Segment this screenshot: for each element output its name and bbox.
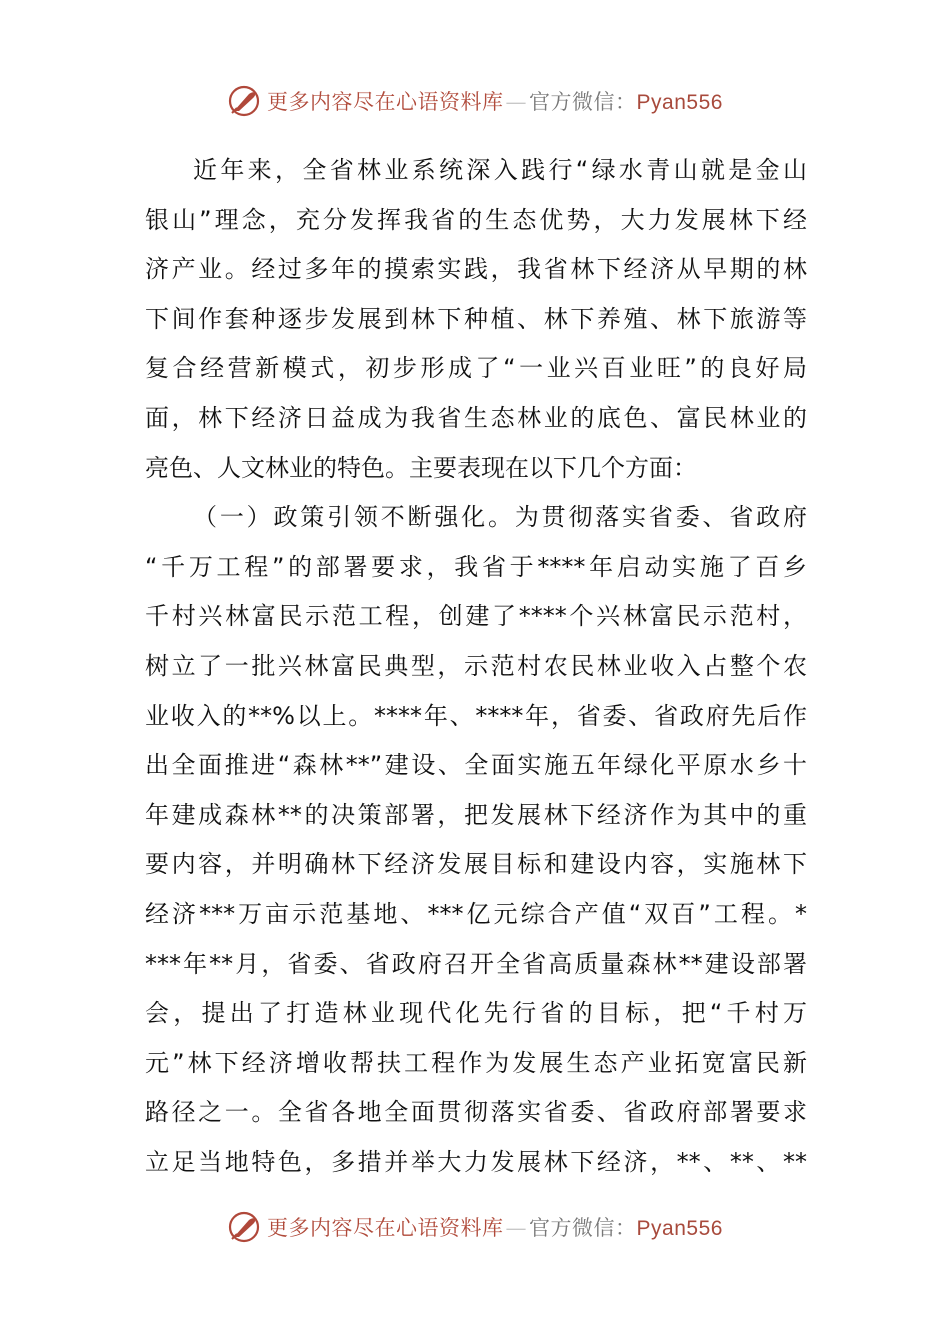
body-line: 出全面推进“森林**”建设、全面实施五年绿化平原水乡十 [145,751,807,780]
body-line: 千村兴林富民示范工程，创建了****个兴林富民示范村， [145,602,807,631]
watermark-text [267,86,723,116]
body-line: 树立了一批兴林富民典型，示范村农民林业收入占整个农 [145,651,807,680]
body-line: 要内容，并明确林下经济发展目标和建设内容，实施林下 [145,850,807,879]
body-line: 经济***万亩示范基地、***亿元综合产值“双百”工程。* [145,899,807,928]
body-line: “千万工程”的部署要求，我省于****年启动实施了百乡 [145,552,807,581]
watermark-brand: 官方微信： [529,1216,637,1240]
body-line: 立足当地特色，多措并举大力发展林下经济，**、**、** [145,1147,807,1176]
watermark-text [267,1212,723,1242]
body-line: 亮色、人文林业的特色。主要表现在以下几个方面： [145,453,697,482]
watermark-id: Pyan556 [636,1217,723,1240]
document-body [145,146,807,1187]
body-line: 近年来，全省林业系统深入践行“绿水青山就是金山 [193,156,807,184]
body-line: 路径之一。全省各地全面贯彻落实省委、省政府部署要求 [145,1098,807,1127]
body-line: 面，林下经济日益成为我省生态林业的底色、富民林业的 [145,403,807,432]
body-line: 年建成森林**的决策部署，把发展林下经济作为其中的重 [145,800,807,829]
body-line: 下间作套种逐步发展到林下种植、林下养殖、林下旅游等 [145,304,807,333]
watermark-brand: 官方微信： [529,90,637,114]
body-line: 元”林下经济增收帮扶工程作为发展生态产业拓宽富民新 [145,1048,807,1077]
watermark-header [0,84,950,118]
watermark-separator: — [505,90,528,114]
watermark-separator: — [505,1216,528,1240]
body-line: 业收入的**%以上。****年、****年，省委、省政府先后作 [145,701,807,730]
body-line: 复合经营新模式，初步形成了“一业兴百业旺”的良好局 [145,354,807,383]
body-line: ***年**月，省委、省政府召开全省高质量森林**建设部署 [145,949,807,978]
body-line: 银山”理念，充分发挥我省的生态优势，大力发展林下经 [145,205,807,234]
watermark-id: Pyan556 [636,91,723,114]
watermark-prefix: 更多内容尽在心语资料库 [267,1216,504,1240]
quill-logo-icon [227,1210,261,1244]
watermark-prefix: 更多内容尽在心语资料库 [267,90,504,114]
quill-logo-icon [227,84,261,118]
body-line: （一）政策引领不断强化。为贯彻落实省委、省政府 [193,503,807,532]
body-line: 济产业。经过多年的摸索实践，我省林下经济从早期的林 [145,255,807,284]
watermark-footer [0,1210,950,1244]
body-line: 会，提出了打造林业现代化先行省的目标，把“千村万 [145,999,807,1028]
